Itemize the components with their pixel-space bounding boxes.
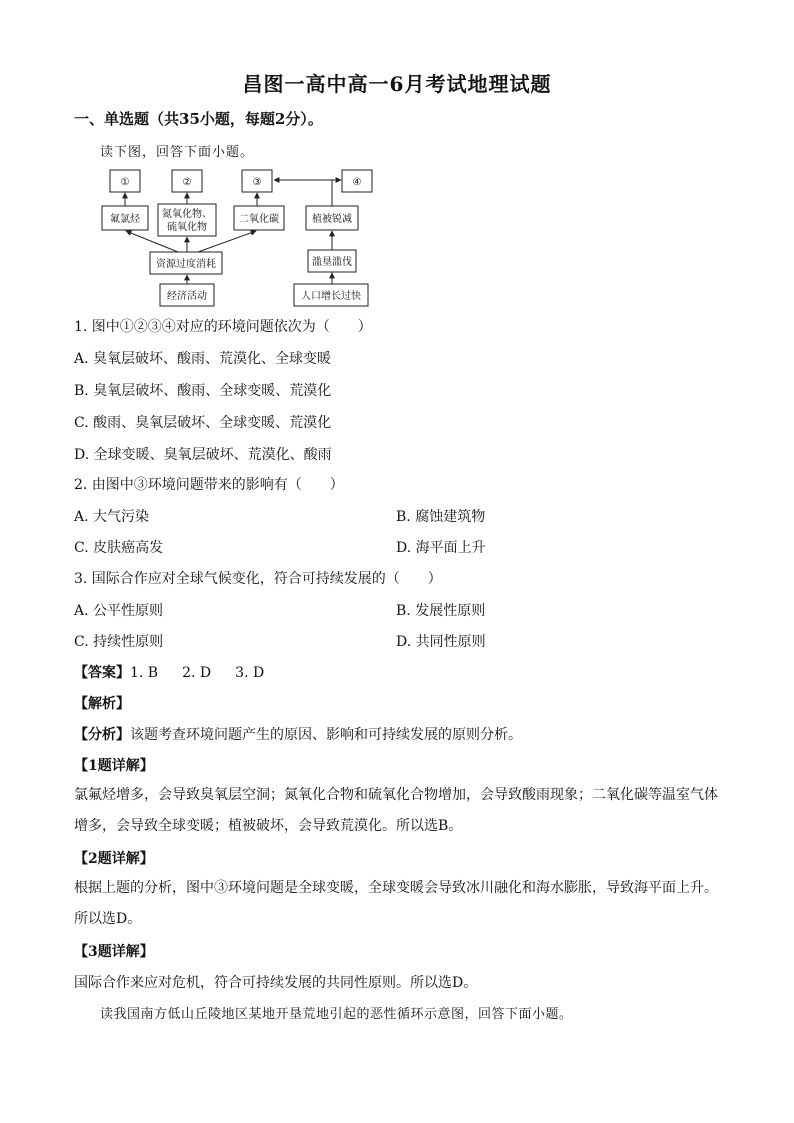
- base-box-economy-label: 经济活动: [167, 291, 207, 302]
- mid-box-vegetation-label: 植被锐减: [312, 214, 352, 225]
- answer-1: 1. B: [130, 665, 159, 681]
- mid-box-co2-label: 二氧化碳: [239, 214, 279, 225]
- question-3-option-c: C. 持续性原则: [74, 634, 164, 650]
- question-3-option-b: B. 发展性原则: [396, 603, 486, 619]
- question-3-option-d: D. 共同性原则: [396, 634, 486, 650]
- page-title: 昌图一高中高一6月考试地理试题: [242, 72, 552, 96]
- detail-1-label: 【1题详解】: [74, 758, 154, 774]
- detail-2-label: 【2题详解】: [74, 851, 154, 867]
- base-box-population-label: 人口增长过快: [301, 291, 361, 302]
- answer-row: [74, 662, 288, 682]
- detail-3-text: 国际合作来应对危机，符合可持续发展的共同性原则。所以选D。: [74, 975, 478, 991]
- question-1-stem: 1. 图中①②③④对应的环境问题依次为（ ）: [74, 319, 372, 335]
- question-3-stem: 3. 国际合作应对全球气候变化，符合可持续发展的（ ）: [74, 571, 442, 587]
- question-2-option-b: B. 腐蚀建筑物: [396, 509, 486, 525]
- environment-problem-diagram: [98, 164, 378, 308]
- question-3-option-a: A. 公平性原则: [74, 603, 164, 619]
- detail-2-text: 根据上题的分析，图中③环境问题是全球变暖，全球变暖会导致冰川融化和海水膨胀，导致海平面上升。所以选D。: [74, 880, 718, 927]
- reading-instruction: 读下图，回答下面小题。: [100, 145, 255, 160]
- top-box-3-label: ③: [252, 177, 262, 188]
- fenxi-text: 该题考查环境问题产生的原因、影响和可持续发展的原则分析。: [130, 727, 522, 743]
- question-1-option-d: D. 全球变暖、臭氧层破坏、荒漠化、酸雨: [74, 447, 332, 463]
- question-2-option-c: C. 皮肤癌高发: [74, 540, 164, 556]
- question-1-option-b: B. 臭氧层破坏、酸雨、全球变暖、荒漠化: [74, 383, 332, 399]
- next-reading-instruction: 读我国南方低山丘陵地区某地开垦荒地引起的恶性循环示意图，回答下面小题。: [100, 1007, 573, 1022]
- mid-box-nox-label: 氮氧化物、: [162, 209, 212, 220]
- fenxi-row: [74, 724, 522, 744]
- low-box-resource-label: 资源过度消耗: [156, 259, 216, 270]
- fenxi-label: 【分析】: [74, 727, 130, 743]
- low-box-deforestation-label: 滥垦滥伐: [312, 257, 352, 268]
- mid-box-sox-label: 硫氧化物: [167, 222, 207, 233]
- detail-1-text: 氯氟烃增多，会导致臭氧层空洞；氮氧化合物和硫氧化合物增加，会导致酸雨现象；二氧化碳等温室气体增多，会导致全球变暖；植被破坏，会导致荒漠化。所以选B。: [74, 787, 718, 834]
- question-2-option-a: A. 大气污染: [74, 509, 150, 525]
- question-1-option-a: A. 臭氧层破坏、酸雨、荒漠化、全球变暖: [74, 351, 332, 367]
- section-heading: 一、单选题（共35小题，每题2分）。: [74, 110, 323, 128]
- top-box-1-label: ①: [120, 177, 130, 188]
- question-2-stem: 2. 由图中③环境问题带来的影响有（ ）: [74, 477, 344, 493]
- question-2-option-d: D. 海平面上升: [396, 540, 486, 556]
- answer-3: 3. D: [235, 665, 265, 681]
- top-box-4-label: ④: [352, 177, 362, 188]
- answer-label: 【答案】: [74, 665, 130, 681]
- mid-box-cfc-label: 氟氯烃: [110, 214, 140, 225]
- answer-2: 2. D: [182, 665, 212, 681]
- question-1-option-c: C. 酸雨、臭氧层破坏、全球变暖、荒漠化: [74, 415, 332, 431]
- detail-3-label: 【3题详解】: [74, 944, 154, 960]
- top-box-2-label: ②: [182, 177, 192, 188]
- analysis-label: 【解析】: [74, 696, 130, 712]
- answer-values: [130, 665, 288, 681]
